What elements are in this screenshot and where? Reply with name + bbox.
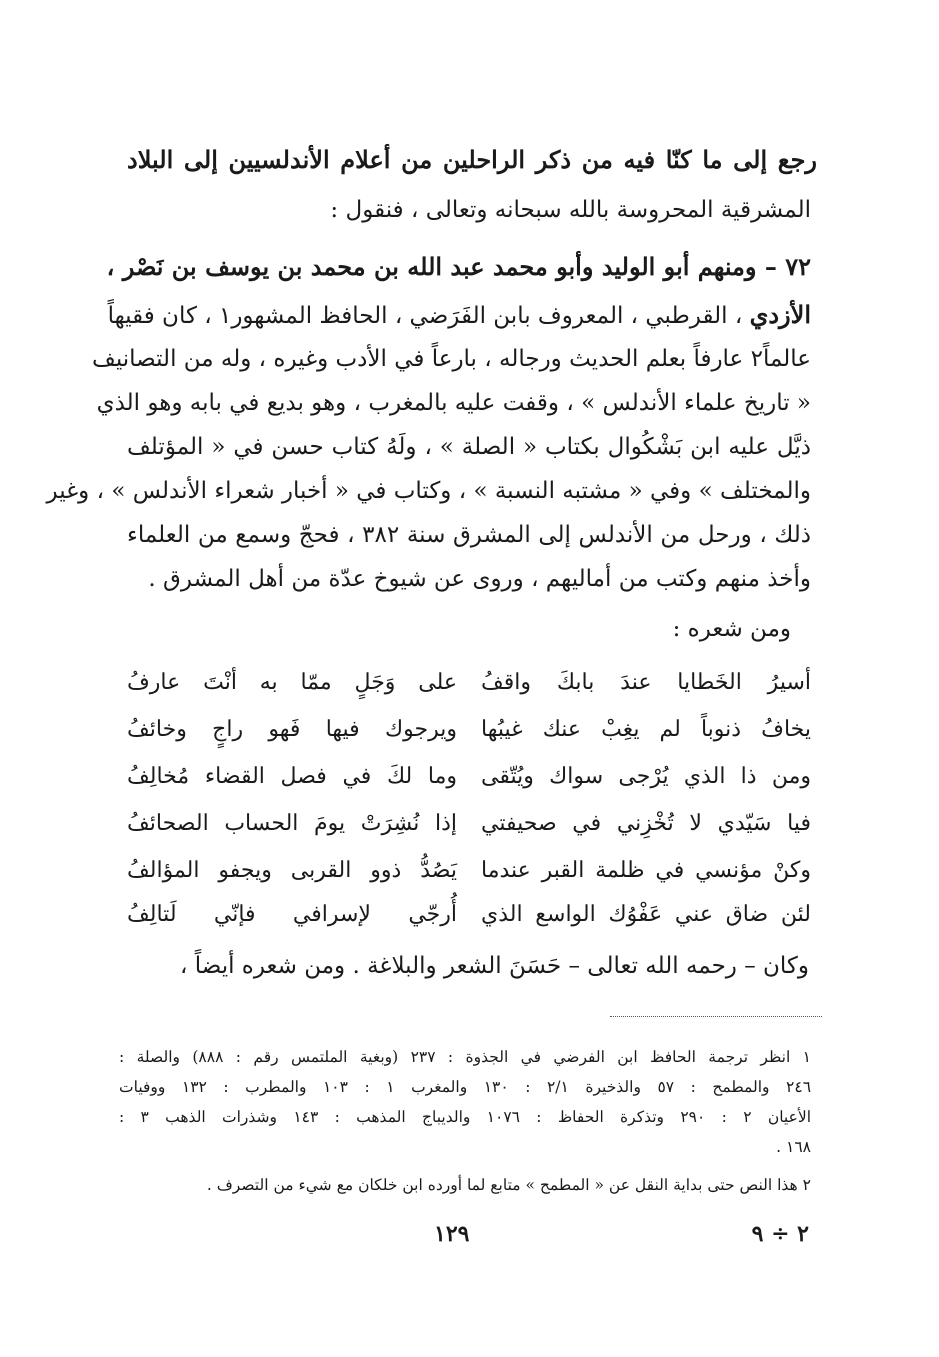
entry-nisba: الأزدي	[749, 300, 811, 329]
verse-first-hemistich: وكنْ مؤنسي في ظلمة القبر عندما	[481, 858, 811, 883]
verse-second-hemistich: على وَجَلٍ ممّا به أنْتَ عارفُ	[127, 670, 457, 695]
verse-first-hemistich: ومن ذا الذي يُرْجى سواك ويُتّقى	[481, 764, 811, 789]
poem-verse	[127, 895, 811, 939]
verse-second-hemistich: إذا نُشِرَتْ يومَ الحساب الصحائفُ	[127, 811, 457, 836]
verse-first-hemistich: أسيرُ الخَطايا عندَ بابكَ واقفُ	[481, 670, 811, 695]
verse-second-hemistich: ويرجوك فيها فَهو راجٍ وخائفُ	[127, 717, 457, 742]
entry-line-8: وأخذ منهم وكتب من أماليهم ، وروى عن شيوخ عدّة من أهل المشرق .	[148, 566, 811, 592]
footnote-1-line-4: ١٦٨ .	[776, 1138, 811, 1156]
verse-second-hemistich: وما لكَ في فصل القضاء مُخالِفُ	[127, 764, 457, 789]
verse-first-hemistich: لئن ضاق عني عَفْوُك الواسع الذي	[481, 902, 811, 927]
poem-verse	[127, 757, 811, 801]
entry-line-2	[107, 295, 811, 336]
intro-line-2: المشرقية المحروسة بالله سبحانه وتعالى ، فنقول :	[330, 197, 811, 223]
entry-line-7: ذلك ، ورحل من الأندلس إلى المشرق سنة ٣٨٢ ، فحجّ وسمع من العلماء	[127, 522, 811, 548]
verse-second-hemistich: يَصُدُّ ذوو القربى ويجفو المؤالفُ	[127, 858, 457, 883]
verse-first-hemistich: يخافُ ذنوباً لم يغِبْ عنك غيبُها	[481, 717, 811, 742]
entry-line-3: عالماً٢ عارفاً بعلم الحديث ورجاله ، بارعاً في الأدب وغيره ، وله من التصانيف	[92, 346, 811, 372]
footnote-separator	[610, 1016, 822, 1017]
poem-verse	[127, 851, 811, 895]
page-number: ١٢٩	[434, 1221, 470, 1247]
intro-line-1: رجع إلى ما كنّا فيه من ذكر الراحلين من أعلام الأندلسيين إلى البلاد	[127, 145, 817, 174]
footnote-1-line-2: ٢٤٦ والمطمح : ٥٧ والذخيرة ٢/١ : ١٣٠ والمغرب ١ : ١٠٣ والمطرب : ١٣٢ ووفيات	[119, 1078, 812, 1096]
verse-intro: ومن شعره :	[672, 616, 791, 642]
footnote-2: ٢ هذا النص حتى بداية النقل عن « المطمح » متابع لما أورده ابن خلكان مع شيء من التصرف .	[206, 1176, 811, 1194]
entry-line-5: ذيَّل عليه ابن بَشْكُوال بكتاب « الصلة » ، ولَهُ كتاب حسن في « المؤتلف	[127, 434, 811, 460]
verse-first-hemistich: فيا سَيّدي لا تُخْزِني في صحيفتي	[481, 811, 811, 836]
verse-second-hemistich: أُرجّي لإسرافي فإنّي لَتالِفُ	[127, 902, 457, 927]
poem-verse	[127, 710, 811, 754]
entry-line-2-text: ، القرطبي ، المعروف بابن الفَرَضي ، الحافظ المشهور١ ، كان فقيهاً	[107, 303, 743, 329]
entry-line-6: والمختلف » وفي « مشتبه النسبة » ، وكتاب في « أخبار شعراء الأندلس » ، وغير	[46, 478, 811, 504]
entry-heading: ٧٢ – ومنهم أبو الوليد وأبو محمد عبد الله بن محمد بن يوسف بن نَصْر ،	[106, 252, 811, 281]
footnote-1-line-3: الأعيان ٢ : ٢٩٠ وتذكرة الحفاظ : ١٠٧٦ والديباج المذهب : ١٤٣ وشذرات الذهب ٣ :	[119, 1108, 811, 1126]
footnote-1-line-1: ١ انظر ترجمة الحافظ ابن الفرضي في الجذوة : ٢٣٧ (وبغية الملتمس رقم : ٨٨٨) والصلة :	[119, 1048, 811, 1066]
signature-mark: ٢ ÷ ٩	[751, 1221, 809, 1247]
poem-verse	[127, 663, 811, 707]
poem-verse	[127, 804, 811, 848]
closing-line: وكان – رحمه الله تعالى – حَسَنَ الشعر والبلاغة . ومن شعره أيضاً ،	[180, 953, 809, 979]
entry-line-4: « تاريخ علماء الأندلس » ، وقفت عليه بالمغرب ، وهو بديع في بابه وهو الذي	[96, 390, 811, 416]
